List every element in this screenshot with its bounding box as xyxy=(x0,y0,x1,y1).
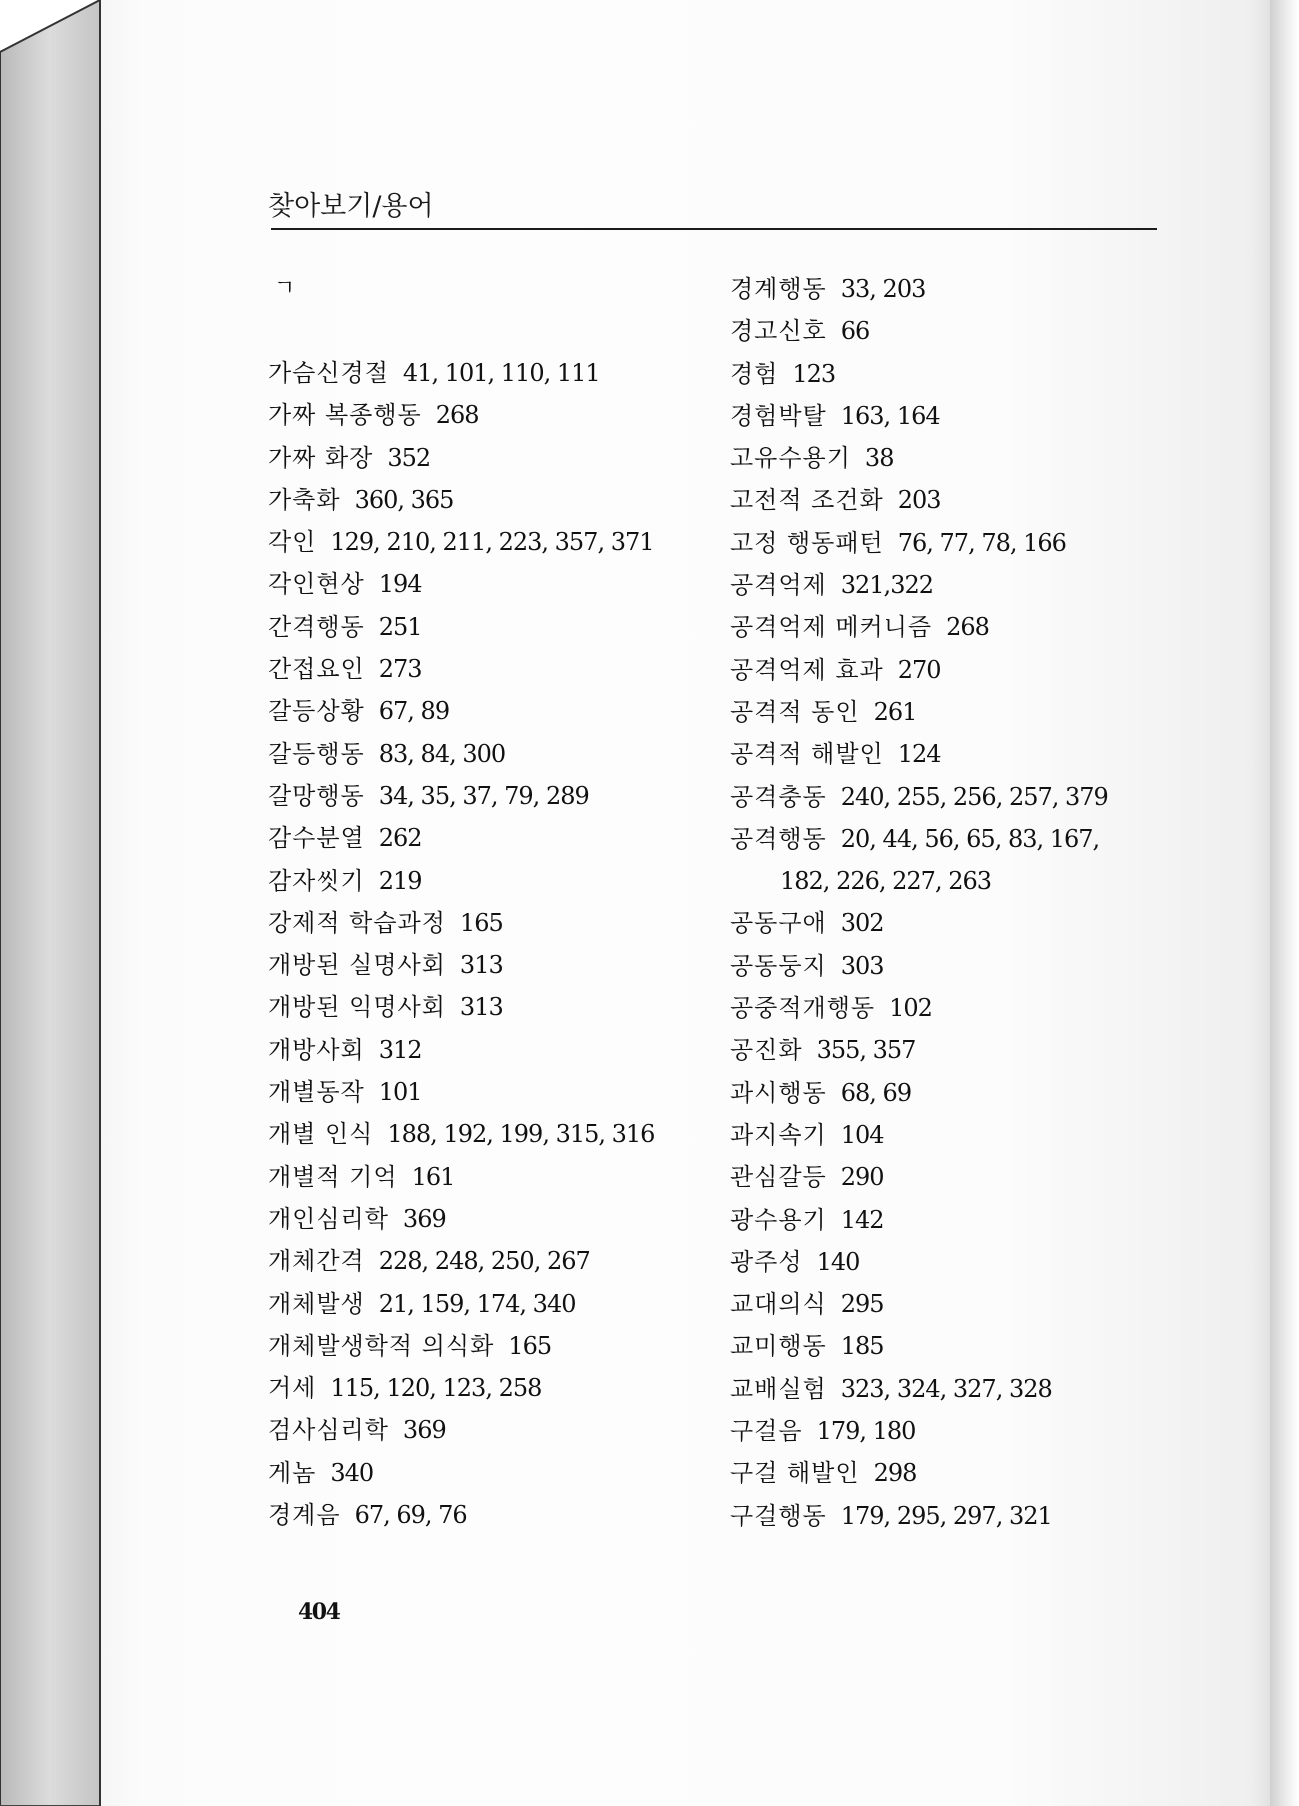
index-page-refs: 33, 203 xyxy=(840,275,926,303)
index-entry xyxy=(730,310,1190,352)
index-list-right xyxy=(730,268,1190,1537)
index-page-refs: 38 xyxy=(864,444,894,473)
index-entry xyxy=(730,1410,1190,1452)
index-term: 구걸음 xyxy=(730,1417,803,1446)
index-page-refs: 21, 159, 174, 340 xyxy=(378,1289,576,1318)
index-term: 개체발생학적 의식화 xyxy=(268,1331,495,1360)
index-entry xyxy=(268,1283,698,1325)
index-page-refs: 104 xyxy=(840,1120,884,1149)
index-page-refs: 115, 120, 123, 258 xyxy=(330,1374,542,1403)
index-term: 간격행동 xyxy=(268,612,365,641)
index-page-refs: 268 xyxy=(435,401,479,430)
index-entry xyxy=(268,1240,698,1282)
index-entry xyxy=(730,987,1190,1029)
index-entry xyxy=(730,522,1190,564)
index-entry xyxy=(730,1072,1190,1114)
index-page-refs: 273 xyxy=(378,655,422,684)
index-entry xyxy=(268,1071,698,1113)
header-rule xyxy=(271,228,1157,230)
index-entry xyxy=(268,1367,698,1409)
index-term: 개체간격 xyxy=(268,1247,365,1276)
index-entry xyxy=(268,352,698,394)
index-entry xyxy=(730,1029,1190,1071)
index-page-refs: 262 xyxy=(378,824,422,853)
index-entry xyxy=(268,479,698,521)
index-entry xyxy=(730,1452,1190,1494)
index-page-refs: 270 xyxy=(897,655,941,684)
index-term: 개별동작 xyxy=(268,1078,365,1107)
index-page-refs: 203 xyxy=(897,486,941,515)
index-term: 구걸 해발인 xyxy=(730,1459,860,1488)
index-term: 경계음 xyxy=(268,1501,341,1530)
index-entry xyxy=(268,733,698,775)
index-term: 개방된 익명사회 xyxy=(268,993,446,1022)
index-term: 각인 xyxy=(268,528,317,557)
index-page-refs: 240, 255, 256, 257, 379 xyxy=(840,782,1108,811)
index-term: 개인심리학 xyxy=(268,1204,389,1233)
index-entry xyxy=(268,394,698,436)
index-page-refs: 102 xyxy=(889,994,932,1023)
index-page-refs: 312 xyxy=(378,1035,422,1064)
index-page-refs: 268 xyxy=(946,613,989,642)
index-term: 감자씻기 xyxy=(268,866,365,895)
index-page-refs: 251 xyxy=(378,612,422,641)
index-term: 갈등행동 xyxy=(268,739,365,768)
index-page-refs: 188, 192, 199, 315, 316 xyxy=(387,1120,655,1149)
index-page-refs: 165 xyxy=(508,1331,552,1360)
index-page-refs: 313 xyxy=(459,951,503,980)
index-page-refs: 323, 324, 327, 328 xyxy=(840,1374,1052,1403)
index-entry xyxy=(730,1283,1190,1325)
index-page-refs: 67, 89 xyxy=(378,697,450,726)
index-page-refs: 321,322 xyxy=(840,571,933,600)
index-entry xyxy=(730,268,1190,310)
index-term: 갈망행동 xyxy=(268,781,365,810)
index-term: 교대의식 xyxy=(730,1290,827,1319)
index-entry xyxy=(730,1156,1190,1198)
index-column-left xyxy=(268,268,698,1536)
index-page-refs: 340 xyxy=(330,1458,374,1487)
index-entry xyxy=(268,775,698,817)
index-page-refs: 165 xyxy=(459,908,503,937)
index-entry xyxy=(268,986,698,1028)
index-term: 경험박탈 xyxy=(730,401,827,430)
index-entry xyxy=(268,1198,698,1240)
index-entry xyxy=(730,564,1190,606)
index-term: 경험 xyxy=(730,359,779,388)
index-entry xyxy=(268,1325,698,1367)
index-page-refs: 161 xyxy=(411,1162,455,1191)
index-page-refs: 83, 84, 300 xyxy=(378,739,506,768)
index-term: 개체발생 xyxy=(268,1289,365,1318)
page-edge-shadow xyxy=(1270,0,1299,1806)
index-page-refs: 369 xyxy=(402,1204,446,1233)
index-entry xyxy=(730,902,1190,944)
index-list-left xyxy=(268,352,698,1536)
index-entry xyxy=(730,945,1190,987)
index-entry xyxy=(268,648,698,690)
index-entry xyxy=(730,776,1190,818)
index-page-refs: 66 xyxy=(840,317,870,346)
index-term: 광주성 xyxy=(730,1247,803,1276)
index-page-refs: 219 xyxy=(378,866,422,895)
index-entry xyxy=(268,1113,698,1155)
index-term: 고유수용기 xyxy=(730,444,851,473)
index-term: 공격억제 xyxy=(730,571,827,600)
index-page-refs: 303 xyxy=(840,951,884,980)
index-page-refs: 182, 226, 227, 263 xyxy=(780,867,992,896)
index-term: 공격적 동인 xyxy=(730,697,860,726)
index-entry xyxy=(730,606,1190,648)
index-page-refs: 352 xyxy=(387,443,431,472)
index-term: 공격억제 효과 xyxy=(730,655,884,684)
index-entry xyxy=(730,1241,1190,1283)
index-page-refs: 76, 77, 78, 166 xyxy=(897,528,1066,557)
index-page-refs: 261 xyxy=(873,697,917,726)
index-entry xyxy=(268,902,698,944)
index-page-refs: 360, 365 xyxy=(354,485,454,514)
index-entry xyxy=(730,353,1190,395)
index-term: 강제적 학습과정 xyxy=(268,908,446,937)
section-letter: ㄱ xyxy=(274,276,296,301)
index-page-refs: 313 xyxy=(459,993,503,1022)
index-entry-continuation xyxy=(730,860,1190,902)
index-term: 감수분열 xyxy=(268,824,365,853)
index-term: 가짜 화장 xyxy=(268,443,374,472)
index-term: 교배실험 xyxy=(730,1374,827,1403)
index-entry xyxy=(730,649,1190,691)
index-term: 과시행동 xyxy=(730,1078,827,1107)
index-page-refs: 290 xyxy=(840,1163,884,1192)
index-entry xyxy=(730,437,1190,479)
page-number: 404 xyxy=(298,1599,340,1625)
index-term: 개별적 기억 xyxy=(268,1162,398,1191)
index-term: 가슴신경절 xyxy=(268,359,389,387)
index-page-refs: 194 xyxy=(378,570,422,599)
book-spine xyxy=(0,0,100,1806)
index-entry xyxy=(730,1368,1190,1410)
index-entry xyxy=(268,521,698,563)
index-entry xyxy=(730,691,1190,733)
index-term: 구걸행동 xyxy=(730,1501,827,1530)
index-term: 가짜 복종행동 xyxy=(268,401,422,430)
index-page-refs: 185 xyxy=(840,1332,884,1361)
index-term: 고정 행동패턴 xyxy=(730,528,884,557)
index-page-refs: 123 xyxy=(792,359,836,388)
index-entry xyxy=(268,606,698,648)
index-entry xyxy=(730,395,1190,437)
index-page-refs: 124 xyxy=(897,740,941,769)
index-term: 공격적 해발인 xyxy=(730,740,884,769)
index-page-refs: 34, 35, 37, 79, 289 xyxy=(378,781,589,810)
index-entry xyxy=(268,563,698,605)
index-entry xyxy=(268,1409,698,1451)
index-entry xyxy=(730,1495,1190,1537)
index-entry xyxy=(268,437,698,479)
index-term: 공동구애 xyxy=(730,909,827,938)
index-term: 개별 인식 xyxy=(268,1120,374,1149)
index-page-refs: 228, 248, 250, 267 xyxy=(378,1247,590,1276)
index-page-refs: 101 xyxy=(378,1078,422,1107)
index-entry xyxy=(730,1114,1190,1156)
index-term: 가축화 xyxy=(268,485,341,514)
index-page-refs: 295 xyxy=(840,1290,884,1319)
index-page-refs: 140 xyxy=(816,1247,860,1276)
index-page-refs: 355, 357 xyxy=(816,1036,916,1065)
index-term: 개방사회 xyxy=(268,1035,365,1064)
index-term: 공동둥지 xyxy=(730,951,827,980)
index-term: 공격충동 xyxy=(730,782,827,811)
index-page-refs: 20, 44, 56, 65, 83, 167, xyxy=(840,824,1100,853)
index-term: 고전적 조건화 xyxy=(730,486,884,515)
index-entry xyxy=(268,860,698,902)
index-column-right xyxy=(730,268,1190,1537)
index-page-refs: 68, 69 xyxy=(840,1078,912,1107)
index-term: 개방된 실명사회 xyxy=(268,951,446,980)
index-term: 관심갈등 xyxy=(730,1163,827,1192)
index-entry xyxy=(730,1325,1190,1367)
index-entry xyxy=(268,690,698,732)
running-head: 찾아보기/용어 xyxy=(268,191,434,222)
index-term: 광수용기 xyxy=(730,1205,827,1234)
index-term: 경고신호 xyxy=(730,317,827,346)
index-term: 공진화 xyxy=(730,1036,803,1065)
index-term: 각인현상 xyxy=(268,570,365,599)
index-entry xyxy=(268,1029,698,1071)
index-page-refs: 41, 101, 110, 111 xyxy=(402,359,600,387)
index-page-refs: 369 xyxy=(402,1416,446,1445)
index-page-refs: 179, 295, 297, 321 xyxy=(840,1501,1052,1530)
index-entry xyxy=(730,733,1190,775)
index-term: 공격억제 메커니즘 xyxy=(730,613,933,642)
index-entry xyxy=(268,817,698,859)
index-entry xyxy=(730,1199,1190,1241)
index-entry xyxy=(268,944,698,986)
index-term: 갈등상황 xyxy=(268,697,365,726)
index-page-refs: 67, 69, 76 xyxy=(354,1501,467,1530)
index-entry xyxy=(730,479,1190,521)
index-page-refs: 179, 180 xyxy=(816,1417,916,1446)
index-term: 공격행동 xyxy=(730,824,827,853)
index-term: 게놈 xyxy=(268,1458,317,1487)
index-entry xyxy=(268,1494,698,1536)
index-entry xyxy=(268,1156,698,1198)
index-term: 검사심리학 xyxy=(268,1416,389,1445)
index-term: 과지속기 xyxy=(730,1120,827,1149)
index-term: 경계행동 xyxy=(730,275,827,303)
index-page-refs: 142 xyxy=(840,1205,884,1234)
index-term: 공중적개행동 xyxy=(730,994,876,1023)
index-page-refs: 302 xyxy=(840,909,884,938)
index-entry xyxy=(730,818,1190,860)
index-term: 교미행동 xyxy=(730,1332,827,1361)
index-term: 거세 xyxy=(268,1374,317,1403)
index-entry xyxy=(268,1452,698,1494)
index-term: 간접요인 xyxy=(268,655,365,684)
index-page-refs: 163, 164 xyxy=(840,401,940,430)
index-page-refs: 298 xyxy=(873,1459,917,1488)
index-page-refs: 129, 210, 211, 223, 357, 371 xyxy=(330,528,654,557)
